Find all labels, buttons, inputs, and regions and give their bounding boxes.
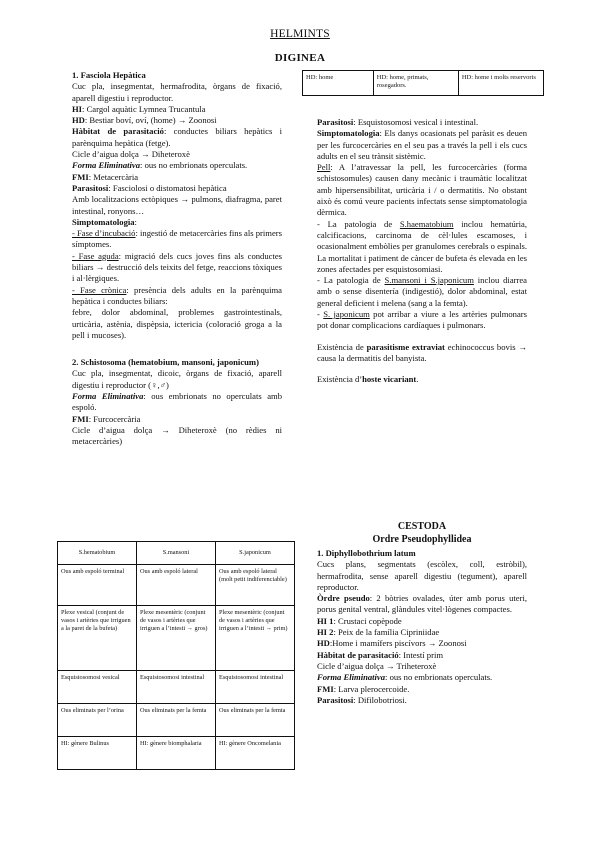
host-table-row (303, 71, 544, 96)
fasciola-ectopic: Amb localitzacions ectòpiques → pulmons, diafragma, paret intestinal, ronyons… (72, 194, 282, 216)
fasciola-heading: 1. Fasciola Hepàtica (72, 70, 146, 80)
table-row (58, 737, 295, 770)
table-cell: Plexe vesical (conjunt de vasos i artèries que irriguen a la paret de la bufeta) (58, 606, 137, 671)
schisto-simptomatologia: Simptomatologia: Els danys ocasionats pel paràsit es deuen per les furcocercàries en el seu pas a través la pell i els cucs adults en el seu trànsit sistèmic. (317, 128, 527, 161)
header-mansoni: S.mansoni (136, 542, 215, 565)
table-row (58, 704, 295, 737)
diphyllobothrium-fmi: FMI: Larva plerocercoide. (317, 683, 410, 694)
diphyllobothrium-description: Cucs plans, segmentats (escòlex, coll, estròbil), hermafrodita, sense aparell digestiu (tegument), aparell reproductor. (317, 559, 527, 592)
schisto-pell: Pell: A l’atravessar la pell, les furcocercàries (forma schistosomules) causen dany mecànic i traumàtic localitzat amb hipersensibilitat, urticària i / o dermatitis. No obstant això és comú veure pacients infectats sense simptomatologia dèrmica. (317, 162, 527, 218)
host-cell-mansoni: HD: home, primats, rosegadors. (373, 71, 458, 96)
diphyllobothrium-hi1: HI 1: Crustaci copèpode (317, 615, 402, 626)
table-row (58, 565, 295, 606)
parasitisme-extraviat: Existència de parasitisme extraviat echinococcus bovis → causa la dermatitis del banyista. (317, 341, 528, 363)
table-cell: Ous amb espoló terminal (58, 565, 137, 606)
table-cell: Ous amb espoló lateral (molt petit indiferenciable) (215, 565, 294, 606)
table-cell: Ous eliminats per la femta (136, 704, 215, 737)
cestoda-section (317, 520, 527, 706)
fasciola-cicle: Cicle d’aigua dolça → Diheteroxè (72, 149, 190, 160)
diphyllobothrium-forma: Forma Eliminativa: ous no embrionats operculats. (317, 672, 493, 683)
schistosoma-fmi: FMI: Furcocercària (72, 413, 141, 424)
section-title-diginea: DIGINEA (274, 52, 326, 64)
header-hematobium: S.hematobium (58, 542, 137, 565)
diphyllobothrium-cicle: Cicle d’aigua dolça → Triheteroxè (317, 660, 437, 671)
table-cell: Ous eliminats per la femta (215, 704, 294, 737)
schisto-mansoni: - La patologia de S.mansoni i S.japonicum inclou diarrea amb o sense disentería (indigestió), dolor abdominal, estat general deficient i melena (sang a la femta). (317, 275, 527, 308)
table-cell: Esquistosomosi vesical (58, 671, 137, 704)
fasciola-hd: HD: Bestiar boví, oví, (home) → Zoonosi (72, 115, 217, 126)
fasciola-symptoms: febre, dolor abdominal, problemes gastrointestinals, urticària, astènia, dispèpsia, ictericia (coloració groga a la pell i mucoses). (72, 307, 282, 340)
hoste-vicariant: Existència d’hoste vicariant. (317, 374, 419, 385)
fasciola-description: Cuc pla, insegmentat, hermafrodita, òrgans de fixació, aparell digestiu i reproductor. (72, 81, 282, 103)
table-cell: HI: gènere Bulinus (58, 737, 137, 770)
cestoda-order-title: Ordre Pseudophyllidea (372, 534, 472, 545)
schisto-haematobium: - La patologia de S.haematobium inclou hematúria, calcificacions, carcinoma de cèl·lules escamoses, i ocasionalment embòlies per granulomes cerebrals o espinals. La mortalitat i patiment de càncer de bufeta és elevada en les zones afectades per esquistosomiasi. (317, 218, 527, 274)
right-column (317, 117, 527, 386)
schistosoma-forma: Forma Eliminativa: ous embrionats no operculats amb espoló. (72, 391, 283, 413)
species-comparison-table (57, 541, 295, 770)
fasciola-fase-incubacio: - Fase d’incubació: ingestió de metacercàries fins als primers símptomes. (72, 228, 283, 250)
fasciola-habitat: Hàbitat de parasitació: conductes biliars hepàtics i parènquima hepàtica (fetge). (72, 126, 282, 148)
document-title: HELMINTS (270, 28, 330, 40)
cestoda-title: CESTODA (397, 521, 447, 532)
table-cell: Plexe mesentèric (conjunt de vasos i artèries que irriguen a l’intesti → prim) (215, 606, 294, 671)
table-row (58, 606, 295, 671)
diphyllobothrium-habitat: Hàbitat de parasitació: Intestí prim (317, 649, 444, 660)
table-header-row (58, 542, 295, 565)
fasciola-parasitosi: Parasitosi: Fasciolosi o distomatosi hepàtica (72, 182, 227, 193)
host-table (302, 70, 544, 96)
table-cell: Ous eliminats per l’orina (58, 704, 137, 737)
table-cell: Ous amb espoló lateral (136, 565, 215, 606)
diphyllobothrium-parasitosi: Parasitosi: Difilobotriosi. (317, 694, 407, 705)
table-row (58, 671, 295, 704)
fasciola-simptomatologia: Simptomatologia: (72, 216, 137, 227)
fasciola-hi: HI: Cargol aquàtic Lymnea Trucantula (72, 103, 206, 114)
diphyllobothrium-ordre: Òrdre pseudo: 2 bòtries ovalades, úter amb porus uteri, porus genital ventral, glàndules vitel·lògenes compactes. (317, 593, 527, 615)
fasciola-fase-cronica: - Fase crònica: presència dels adults en la parènquima hepàtica i conductes biliars: (72, 284, 282, 306)
diphyllobothrium-heading: 1. Diphyllobothrium latum (317, 548, 416, 558)
fasciola-forma: Forma Eliminativa: ous no embrionats operculats. (72, 160, 248, 171)
schistosoma-cicle: Cicle d’aigua dolça → Diheteroxè (no rèdies ni metacercàries) (72, 424, 282, 447)
fasciola-fmi: FMI: Metacercària (72, 171, 139, 182)
diphyllobothrium-hd: HD:Home i mamífers piscívors → Zoonosi (317, 638, 467, 649)
header-japonicum: S.japonicum (215, 542, 294, 565)
schistosoma-heading: 2. Schistosoma (hematobium, mansoni, japonicum) (72, 357, 259, 368)
table-cell: Plexe mesentèric (conjunt de vasos i artèries que irriguen a l’intesti → gros) (136, 606, 215, 671)
table-cell: HI: gènere biomphalaria (136, 737, 215, 770)
table-cell: HI: gènere Oncomelania (215, 737, 294, 770)
schisto-parasitosi: Parasitosi: Esquistosomosi vesical i intestinal. (317, 117, 479, 127)
diphyllobothrium-hi2: HI 2: Peix de la família Cipriniidae (317, 627, 440, 638)
table-cell: Esquistosomosi intestinal (136, 671, 215, 704)
schistosoma-description: Cuc pla, insegmentat, dicoic, òrgans de fixació, aparell digestiu i reproductor (♀,♂) (72, 368, 282, 390)
fasciola-fase-aguda: - Fase aguda: migració dels cucs joves fins als conductes biliars → destrucció dels teixits del fetge, reaccions tòxiques i al·lèrgiques. (72, 250, 282, 284)
table-cell: Esquistosomosi intestinal (215, 671, 294, 704)
host-cell-japonicum: HD: home i molts reservoris (458, 71, 543, 96)
left-column (72, 70, 282, 448)
schisto-japonicum: - S. japonicum pot arribar a viure a les artèries pulmonars pot donar complicacions cardíaques i pulmonars. (317, 309, 528, 331)
host-cell-hematobium: HD: home (303, 71, 374, 96)
